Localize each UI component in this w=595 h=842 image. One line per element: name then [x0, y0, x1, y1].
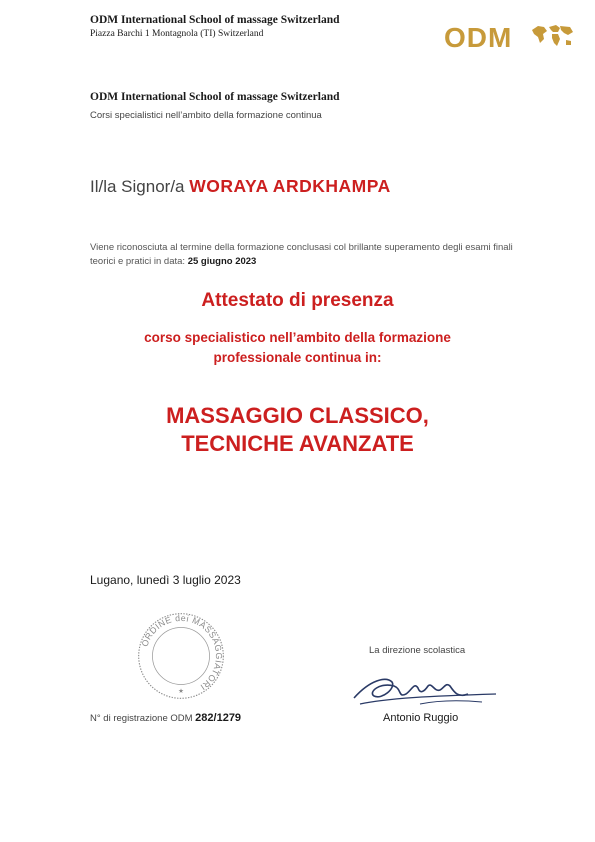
header-school-name: ODM International School of massage Switzerland [90, 14, 340, 26]
completion-description [90, 241, 520, 269]
signer-name: Antonio Ruggio [383, 712, 459, 724]
signature [350, 668, 500, 714]
certificate-title: Attestato di presenza [201, 290, 394, 311]
logo-text: ODM [444, 22, 513, 53]
direction-label: La direzione scolastica [369, 645, 466, 656]
section-school-name: ODM International School of massage Switzerland [90, 91, 340, 103]
registration-label: N° di registrazione ODM [90, 713, 193, 724]
world-map-icon [530, 22, 574, 52]
course-title-line2: TECNICHE AVANZATE [181, 431, 414, 456]
course-title [0, 402, 595, 458]
completion-date: 25 giugno 2023 [187, 256, 257, 267]
place-date: Lugano, lunedì 3 luglio 2023 [90, 573, 241, 587]
course-intro-line2: professionale continua in: [213, 350, 382, 365]
odm-logo [444, 20, 574, 58]
registration-number: 282/1279 [195, 712, 242, 724]
course-intro [0, 328, 595, 368]
section-subtitle: Corsi specialistici nell’ambito della formazione continua [90, 110, 322, 121]
course-intro-line1: corso specialistico nell’ambito della formazione [144, 330, 451, 345]
svg-text:ORDINE dei MASSAGGIATORI: ORDINE dei MASSAGGIATORI [139, 612, 224, 693]
stamp-seal [135, 610, 227, 702]
description-text: Viene riconosciuta al termine della formazione conclusasi col brillante superamento degli esami finali teorici e pratici in data: [90, 242, 513, 267]
course-title-line1: MASSAGGIO CLASSICO, [166, 403, 429, 428]
recipient-name: WORAYA ARDKHAMPA [189, 176, 391, 196]
registration [90, 712, 241, 724]
svg-text:★: ★ [178, 686, 184, 695]
recipient-line [90, 176, 391, 197]
recipient-label: Il/la Signor/a [90, 177, 185, 196]
header-address: Piazza Barchi 1 Montagnola (TI) Switzerland [90, 29, 264, 39]
